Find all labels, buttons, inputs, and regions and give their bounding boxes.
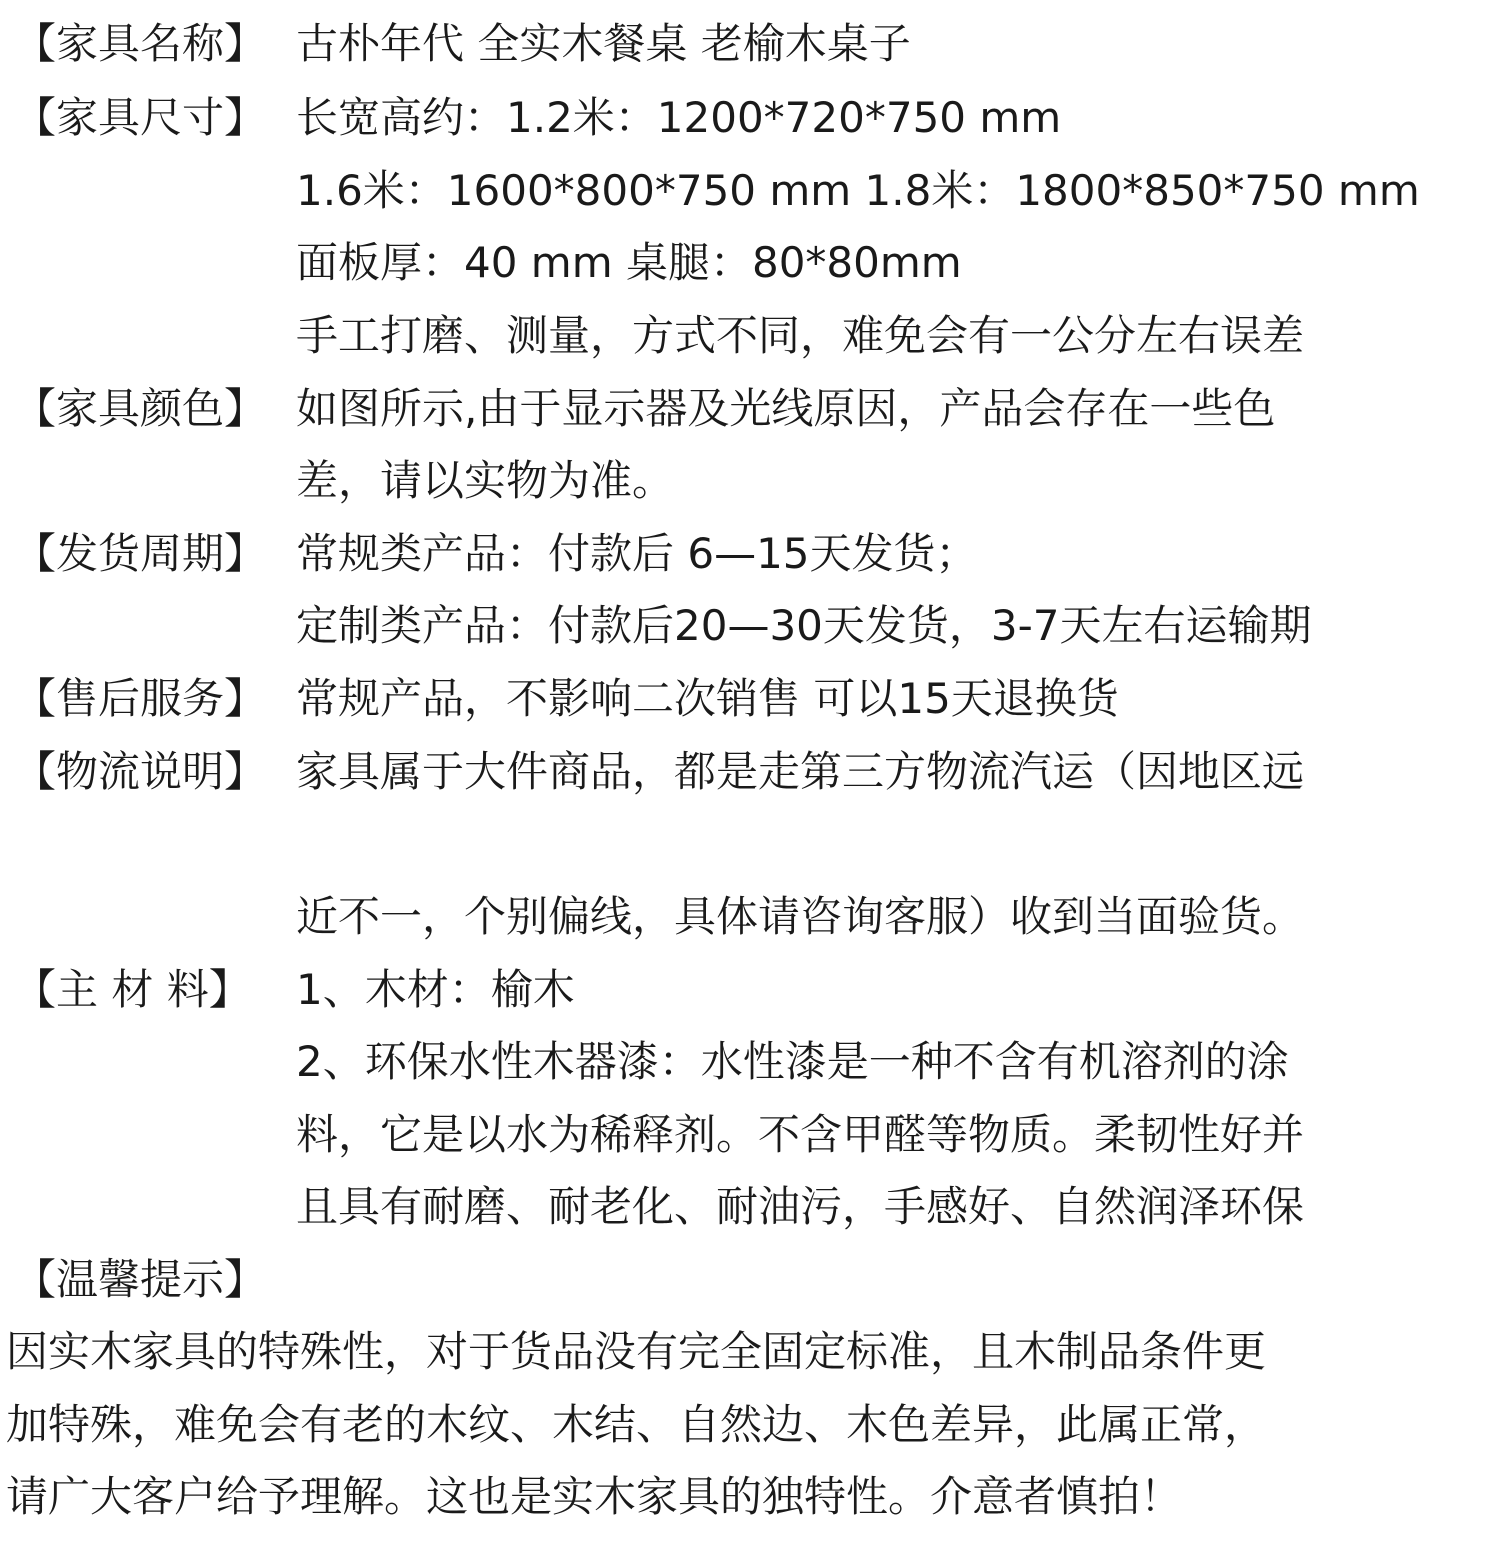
material-line-1: 1、木材：榆木 [296,965,575,1014]
shipping-line-2: 定制类产品：付款后20—30天发货，3-7天左右运输期 [296,601,1312,650]
size-line-2: 1.6米：1600*800*750 mm 1.8米：1800*850*750 mm [296,166,1420,215]
label-after-sale: 【售后服务】 [14,674,267,723]
label-main-material: 【主 材 料】 [14,965,251,1014]
material-line-2: 2、环保水性木器漆：水性漆是一种不含有机溶剂的涂 [296,1037,1289,1086]
size-line-4: 手工打磨、测量，方式不同，难免会有一公分左右误差 [296,311,1305,360]
tips-line-1: 因实木家具的特殊性，对于货品没有完全固定标准，且木制品条件更 [6,1327,1267,1376]
label-furniture-color: 【家具颜色】 [14,384,267,433]
aftersale-line-1: 常规产品，不影响二次销售 可以15天退换货 [296,674,1119,723]
color-line-2: 差，请以实物为准。 [296,456,675,505]
furniture-name-value: 古朴年代 全实木餐桌 老榆木桌子 [296,19,911,68]
label-warm-tips: 【温馨提示】 [14,1255,267,1304]
tips-line-3: 请广大客户给予理解。这也是实木家具的独特性。介意者慎拍！ [6,1472,1183,1521]
material-line-3: 料，它是以水为稀释剂。不含甲醛等物质。柔韧性好并 [296,1110,1305,1159]
logistics-line-2: 近不一，个别偏线，具体请咨询客服）收到当面验货。 [296,892,1305,941]
label-logistics: 【物流说明】 [14,747,267,796]
logistics-line-1: 家具属于大件商品，都是走第三方物流汽运（因地区远 [296,747,1305,796]
size-line-3: 面板厚：40 mm 桌腿：80*80mm [296,238,962,287]
label-furniture-size: 【家具尺寸】 [14,93,267,142]
label-shipping-period: 【发货周期】 [14,529,267,578]
label-furniture-name: 【家具名称】 [14,19,267,68]
size-line-1: 长宽高约：1.2米：1200*720*750 mm [296,93,1062,142]
color-line-1: 如图所示,由于显示器及光线原因，产品会存在一些色 [296,384,1276,433]
shipping-line-1: 常规类产品：付款后 6—15天发货； [296,529,978,578]
tips-line-2: 加特殊，难免会有老的木纹、木结、自然边、木色差异，此属正常， [6,1400,1267,1449]
material-line-4: 且具有耐磨、耐老化、耐油污，手感好、自然润泽环保 [296,1182,1305,1231]
